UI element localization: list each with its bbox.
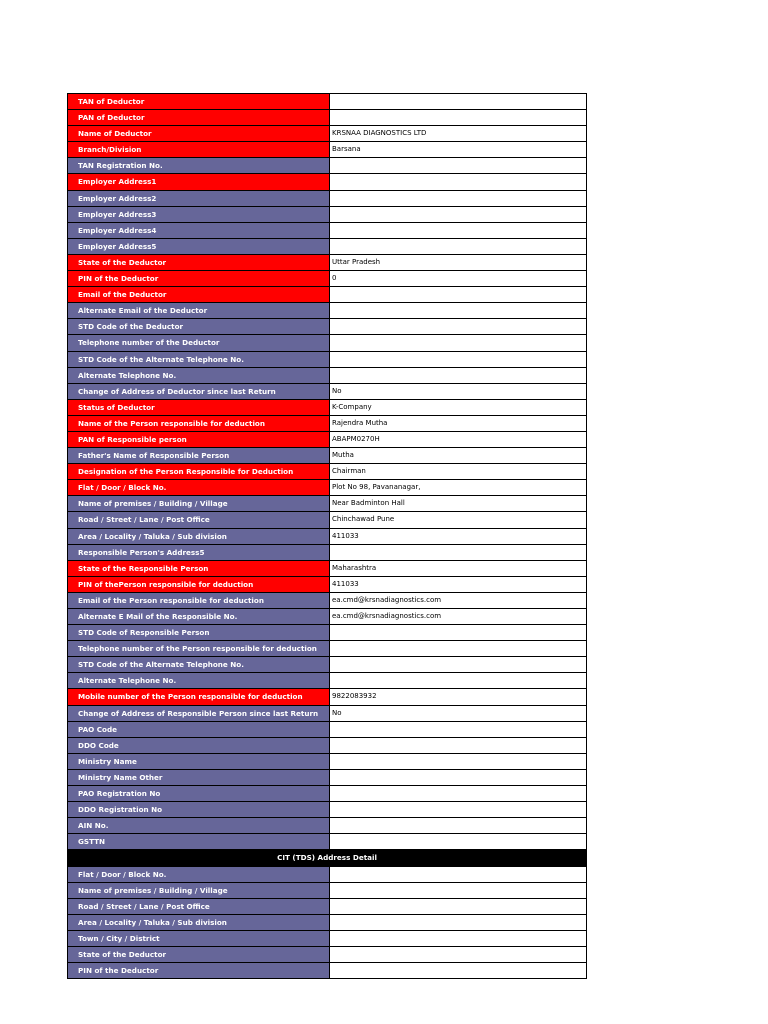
field-value[interactable]	[330, 351, 587, 367]
table-row	[68, 753, 587, 769]
field-value[interactable]: ea.cmd@krsnadiagnostics.com	[330, 609, 587, 625]
table-row	[68, 319, 587, 335]
field-label: Alternate Email of the Deductor	[68, 303, 330, 319]
field-value[interactable]: Mutha	[330, 448, 587, 464]
field-value[interactable]	[330, 303, 587, 319]
field-value[interactable]	[330, 319, 587, 335]
table-row	[68, 206, 587, 222]
table-row	[68, 512, 587, 528]
field-label: Status of Deductor	[68, 399, 330, 415]
field-label: STD Code of the Deductor	[68, 319, 330, 335]
field-value[interactable]	[330, 753, 587, 769]
field-value[interactable]: K-Company	[330, 399, 587, 415]
field-label: PIN of the Deductor	[68, 271, 330, 287]
field-label: State of the Deductor	[68, 254, 330, 270]
table-body	[68, 94, 587, 979]
field-value[interactable]	[330, 206, 587, 222]
table-row	[68, 625, 587, 641]
table-row	[68, 110, 587, 126]
field-value[interactable]: ABAPM0270H	[330, 431, 587, 447]
table-row	[68, 882, 587, 898]
table-row	[68, 914, 587, 930]
table-row	[68, 480, 587, 496]
table-row	[68, 544, 587, 560]
field-value[interactable]	[330, 930, 587, 946]
table-row	[68, 641, 587, 657]
field-label: Employer Address5	[68, 238, 330, 254]
field-label: PAO Registration No	[68, 786, 330, 802]
field-value[interactable]	[330, 190, 587, 206]
field-value[interactable]: Maharashtra	[330, 560, 587, 576]
field-value[interactable]	[330, 222, 587, 238]
table-row	[68, 271, 587, 287]
table-row	[68, 303, 587, 319]
table-row	[68, 592, 587, 608]
table-row	[68, 464, 587, 480]
field-value[interactable]: Plot No 98, Pavananagar,	[330, 480, 587, 496]
field-label: Name of Deductor	[68, 126, 330, 142]
field-value[interactable]	[330, 625, 587, 641]
table-row	[68, 287, 587, 303]
field-label: STD Code of the Alternate Telephone No.	[68, 351, 330, 367]
field-value[interactable]: KRSNAA DIAGNOSTICS LTD	[330, 126, 587, 142]
field-label: TAN Registration No.	[68, 158, 330, 174]
field-label: Telephone number of the Person responsible for deduction	[68, 641, 330, 657]
field-label: Email of the Deductor	[68, 287, 330, 303]
table-row	[68, 383, 587, 399]
field-value[interactable]	[330, 898, 587, 914]
table-row	[68, 335, 587, 351]
table-row	[68, 834, 587, 850]
field-label: Email of the Person responsible for deduction	[68, 592, 330, 608]
table-row	[68, 673, 587, 689]
table-row	[68, 238, 587, 254]
field-label: Change of Address of Deductor since last Return	[68, 383, 330, 399]
table-row	[68, 769, 587, 785]
field-value[interactable]	[330, 834, 587, 850]
field-label: Road / Street / Lane / Post Office	[68, 512, 330, 528]
field-label: Designation of the Person Responsible for Deduction	[68, 464, 330, 480]
field-value[interactable]	[330, 963, 587, 979]
field-label: Ministry Name Other	[68, 769, 330, 785]
table-row	[68, 866, 587, 882]
table-row	[68, 786, 587, 802]
field-value[interactable]	[330, 174, 587, 190]
field-label: Branch/Division	[68, 142, 330, 158]
field-label: Employer Address4	[68, 222, 330, 238]
field-value[interactable]	[330, 641, 587, 657]
field-label: DDO Registration No	[68, 802, 330, 818]
table-row	[68, 222, 587, 238]
table-row	[68, 528, 587, 544]
field-value[interactable]: Rajendra Mutha	[330, 415, 587, 431]
table-row	[68, 367, 587, 383]
field-value[interactable]	[330, 110, 587, 126]
field-label: AIN No.	[68, 818, 330, 834]
field-value[interactable]	[330, 158, 587, 174]
table-row	[68, 963, 587, 979]
field-label: PIN of thePerson responsible for deduction	[68, 576, 330, 592]
field-value[interactable]: No	[330, 705, 587, 721]
field-value[interactable]: No	[330, 383, 587, 399]
field-value[interactable]	[330, 786, 587, 802]
field-value[interactable]	[330, 818, 587, 834]
table-row	[68, 174, 587, 190]
field-value[interactable]: Barsana	[330, 142, 587, 158]
field-label: Ministry Name	[68, 753, 330, 769]
field-label: Employer Address2	[68, 190, 330, 206]
table-row	[68, 142, 587, 158]
field-label: Change of Address of Responsible Person since last Return	[68, 705, 330, 721]
field-value[interactable]	[330, 737, 587, 753]
table-row	[68, 737, 587, 753]
field-label: State of the Deductor	[68, 946, 330, 962]
field-label: PIN of the Deductor	[68, 963, 330, 979]
field-label: Name of the Person responsible for deduction	[68, 415, 330, 431]
field-label: STD Code of the Alternate Telephone No.	[68, 657, 330, 673]
table-row	[68, 399, 587, 415]
field-label: Alternate Telephone No.	[68, 367, 330, 383]
field-label: DDO Code	[68, 737, 330, 753]
field-label: Employer Address3	[68, 206, 330, 222]
field-value[interactable]: ea.cmd@krsnadiagnostics.com	[330, 592, 587, 608]
field-label: Mobile number of the Person responsible for deduction	[68, 689, 330, 705]
table-row	[68, 126, 587, 142]
table-row	[68, 190, 587, 206]
field-label: Town / City / District	[68, 930, 330, 946]
field-value[interactable]	[330, 544, 587, 560]
field-value[interactable]	[330, 802, 587, 818]
table-row	[68, 802, 587, 818]
deductor-details-table	[67, 93, 587, 979]
field-label: PAN of Responsible person	[68, 431, 330, 447]
table-row	[68, 560, 587, 576]
field-value[interactable]: 411033	[330, 528, 587, 544]
field-value[interactable]	[330, 721, 587, 737]
field-value[interactable]: 0	[330, 271, 587, 287]
field-label: Flat / Door / Block No.	[68, 866, 330, 882]
table-row	[68, 351, 587, 367]
field-value[interactable]	[330, 882, 587, 898]
section-header-row	[68, 850, 587, 866]
field-value[interactable]: Chinchawad Pune	[330, 512, 587, 528]
field-value[interactable]	[330, 769, 587, 785]
field-label: Responsible Person's Address5	[68, 544, 330, 560]
section-title: CIT (TDS) Address Detail	[68, 850, 587, 866]
field-value[interactable]: Uttar Pradesh	[330, 254, 587, 270]
table-row	[68, 898, 587, 914]
field-value[interactable]: 411033	[330, 576, 587, 592]
field-label: State of the Responsible Person	[68, 560, 330, 576]
table-row	[68, 946, 587, 962]
field-label: Alternate E Mail of the Responsible No.	[68, 609, 330, 625]
field-value[interactable]	[330, 657, 587, 673]
field-value[interactable]	[330, 335, 587, 351]
field-label: Alternate Telephone No.	[68, 673, 330, 689]
field-label: Father's Name of Responsible Person	[68, 448, 330, 464]
table-row	[68, 721, 587, 737]
field-value[interactable]	[330, 287, 587, 303]
field-value[interactable]	[330, 946, 587, 962]
field-label: GSTTN	[68, 834, 330, 850]
table-row	[68, 254, 587, 270]
field-label: Name of premises / Building / Village	[68, 496, 330, 512]
field-value[interactable]: Chairman	[330, 464, 587, 480]
table-row	[68, 657, 587, 673]
table-row	[68, 415, 587, 431]
field-label: Name of premises / Building / Village	[68, 882, 330, 898]
field-value[interactable]	[330, 94, 587, 110]
field-label: Area / Locality / Taluka / Sub division	[68, 914, 330, 930]
field-label: PAN of Deductor	[68, 110, 330, 126]
field-value[interactable]	[330, 367, 587, 383]
field-value[interactable]	[330, 673, 587, 689]
table-row	[68, 609, 587, 625]
table-row	[68, 930, 587, 946]
field-label: Telephone number of the Deductor	[68, 335, 330, 351]
field-label: PAO Code	[68, 721, 330, 737]
field-label: Road / Street / Lane / Post Office	[68, 898, 330, 914]
table-row	[68, 431, 587, 447]
table-row	[68, 818, 587, 834]
table-row	[68, 576, 587, 592]
table-row	[68, 689, 587, 705]
field-label: TAN of Deductor	[68, 94, 330, 110]
field-value[interactable]	[330, 238, 587, 254]
field-label: STD Code of Responsible Person	[68, 625, 330, 641]
table-row	[68, 496, 587, 512]
table-row	[68, 158, 587, 174]
table-row	[68, 448, 587, 464]
field-label: Employer Address1	[68, 174, 330, 190]
table-row	[68, 705, 587, 721]
field-label: Flat / Door / Block No.	[68, 480, 330, 496]
field-value[interactable]	[330, 866, 587, 882]
field-value[interactable]	[330, 914, 587, 930]
field-label: Area / Locality / Taluka / Sub division	[68, 528, 330, 544]
table-row	[68, 94, 587, 110]
field-value[interactable]: Near Badminton Hall	[330, 496, 587, 512]
field-value[interactable]: 9822083932	[330, 689, 587, 705]
